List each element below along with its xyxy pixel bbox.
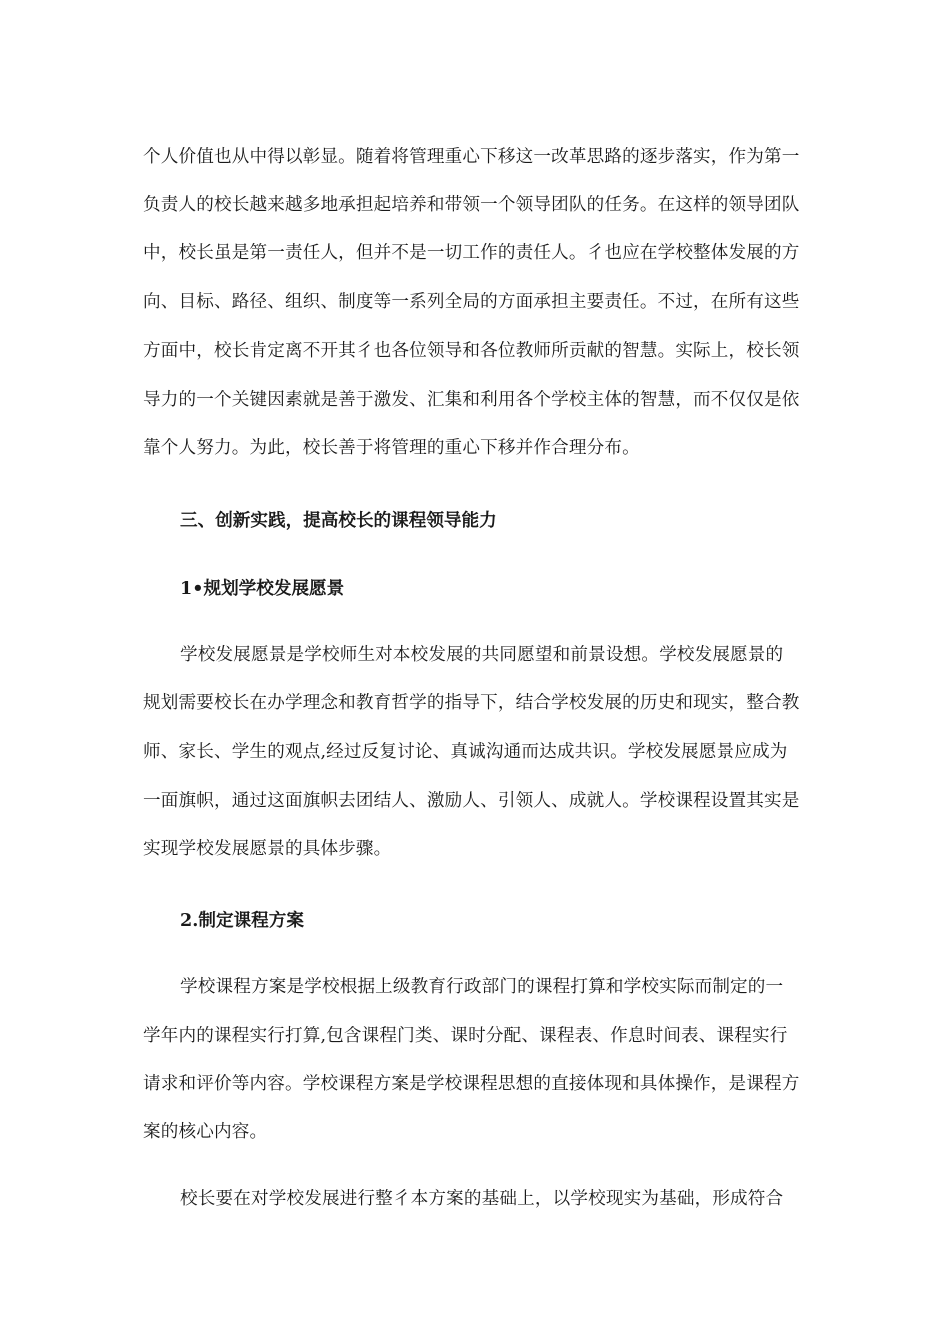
paragraph-line: 一面旗帜，通过这面旗帜去团结人、激励人、引领人、成就人。学校课程设置其实是	[143, 791, 800, 811]
section-heading: 三、创新实践，提高校长的课程领导能力	[180, 510, 497, 531]
paragraph-line: 学校课程方案是学校根据上级教育行政部门的课程打算和学校实际而制定的一	[180, 977, 784, 997]
paragraph-line: 规划需要校长在办学理念和教育哲学的指导下，结合学校发展的历史和现实，整合教	[143, 693, 800, 713]
paragraph-line: 导力的一个关键因素就是善于激发、汇集和利用各个学校主体的智慧，而不仅仅是依	[143, 390, 800, 410]
paragraph-line: 负责人的校长越来越多地承担起培养和带领一个领导团队的任务。在这样的领导团队	[143, 195, 800, 215]
paragraph-line: 校长要在对学校发展进行整彳本方案的基础上，以学校现实为基础，形成符合	[180, 1189, 784, 1209]
paragraph-line: 方面中，校长肯定离不开其彳也各位领导和各位教师所贡献的智慧。实际上，校长领	[143, 341, 800, 361]
paragraph-line: 向、目标、路径、组织、制度等一系列全局的方面承担主要责任。不过，在所有这些	[143, 292, 800, 312]
paragraph-line: 学年内的课程实行打算,包含课程门类、课时分配、课程表、作息时间表、课程实行	[143, 1026, 788, 1046]
paragraph-line: 个人价值也从中得以彰显。随着将管理重心下移这一改革思路的逐步落实，作为第一	[143, 147, 800, 167]
subsection-heading: 1•规划学校发展愿景	[180, 578, 345, 599]
paragraph-line: 靠个人努力。为此，校长善于将管理的重心下移并作合理分布。	[143, 438, 640, 458]
subsection-heading: 2.制定课程方案	[180, 910, 304, 931]
paragraph-line: 请求和评价等内容。学校课程方案是学校课程思想的直接体现和具体操作，是课程方	[143, 1074, 800, 1094]
paragraph-line: 师、家长、学生的观点,经过反复讨论、真诚沟通而达成共识。学校发展愿景应成为	[143, 742, 788, 762]
paragraph-line: 案的核心内容。	[143, 1122, 268, 1142]
paragraph-line: 实现学校发展愿景的具体步骤。	[143, 839, 392, 859]
paragraph-line: 中，校长虽是第一责任人，但并不是一切工作的责任人。彳也应在学校整体发展的方	[143, 243, 800, 263]
paragraph-line: 学校发展愿景是学校师生对本校发展的共同愿望和前景设想。学校发展愿景的	[180, 645, 784, 665]
